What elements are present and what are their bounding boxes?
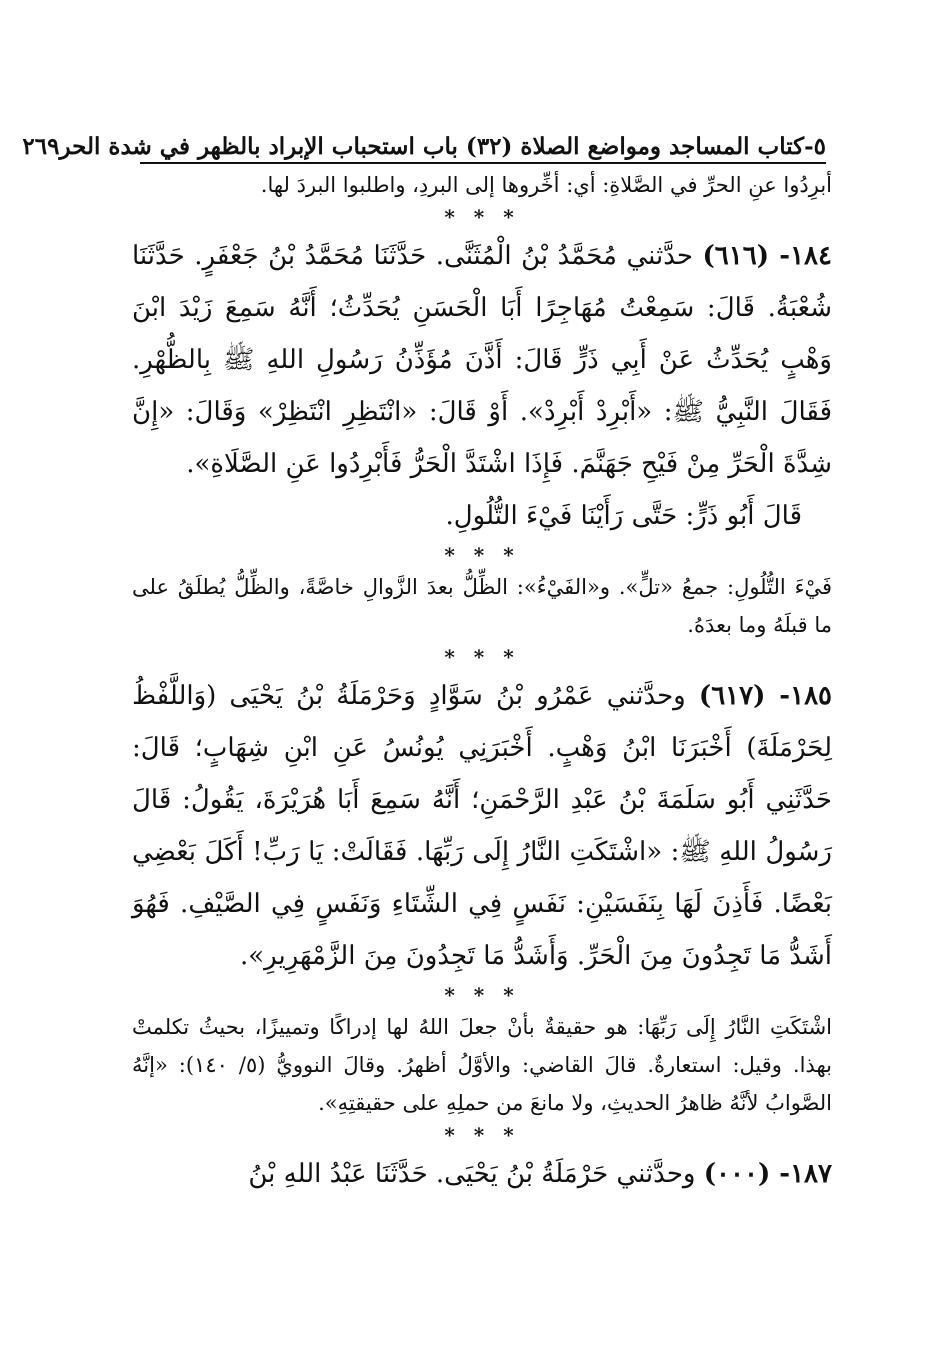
- footnote-paragraph: فَيْءَ التُّلُولِ: جمعُ «تلٍّ». و«الفَيْءُ»: الظِّلُّ بعدَ الزَّوالِ خاصَّةً، والظِّلُّ يُطلَقُ على ما قبلَهُ وما بعدَهُ.: [132, 575, 832, 637]
- hadith-187: [132, 1148, 832, 1200]
- footnote-paragraph: اشْتَكَتِ النَّارُ إِلَى رَبِّهَا: هو حقيقةٌ بأنْ جعلَ اللهُ لها إدراكًا وتمييزًا، بحيثُ تكلمتْ بهذا. وقيل: استعارةٌ. قالَ القاضي: والأوَّلُ أظهرُ. وقالَ النوويُّ (٥/ ١٤٠): «إنَّهُ الصَّوابُ لأنَّهُ ظاهرُ الحديثِ، ولا مانعَ من حملِهِ على حقيقتِهِ».: [132, 1015, 832, 1115]
- section-separator: * * *: [444, 645, 520, 669]
- section-separator: * * *: [444, 1123, 520, 1147]
- section-separator: * * *: [444, 205, 520, 229]
- hadith-184-tail: قَالَ أَبُو ذَرٍّ: حَتَّى رَأَيْنَا فَيْءَ التُّلُولِ.: [445, 501, 802, 531]
- footnote-paragraph: أبرِدُوا عنِ الحرِّ في الصَّلاةِ: أي: أخِّروها إلى البردِ، واطلبوا البردَ لها.: [260, 173, 832, 197]
- hadith-text: وحدَّثني عَمْرُو بْنُ سَوَّادٍ وَحَرْمَلَةُ بْنُ يَحْيَى (وَاللَّفْظُ لِحَرْمَلَةَ) أَخْبَرَنَا ابْنُ وَهْبٍ. أَخْبَرَنِي يُونُسُ عَنِ ابْنِ شِهَابٍ؛ قَالَ: حَدَّثَنِي أَبُو سَلَمَةَ بْنُ عَبْدِ الرَّحْمَنِ؛ أَنَّهُ سَمِعَ أَبَا هُرَيْرَةَ، يَقُولُ: قَالَ رَسُولُ اللهِ ﷺ: «اشْتَكَتِ النَّارُ إِلَى رَبِّهَا. فَقَالَتْ: يَا رَبِّ! أَكَلَ بَعْضِي بَعْضًا. فَأَذِنَ لَهَا بِنَفَسَيْنِ: نَفَسٍ فِي الشِّتَاءِ وَنَفَسٍ فِي الصَّيْفِ. فَهُوَ أَشَدُّ مَا تَجِدُونَ مِنَ الْحَرِّ. وَأَشَدُّ مَا تَجِدُونَ مِنَ الزَّمْهَرِيرِ».: [132, 681, 832, 971]
- page-body: [132, 166, 832, 1200]
- hadith-text: حدَّثني مُحَمَّدُ بْنُ الْمُثَنَّى. حَدَّثَنَا مُحَمَّدُ بْنُ جَعْفَرٍ. حَدَّثَنَا شُعْبَةُ. قَالَ: سَمِعْتُ مُهَاجِرًا أَبَا الْحَسَنِ يُحَدِّثُ؛ أَنَّهُ سَمِعَ زَيْدَ ابْنَ وَهْبٍ يُحَدِّثُ عَنْ أَبِي ذَرٍّ قَالَ: أَذَّنَ مُؤَذِّنُ رَسُولِ اللهِ ﷺ بِالظُّهْرِ. فَقَالَ النَّبِيُّ ﷺ: «أَبْرِدْ أَبْرِدْ». أَوْ قَالَ: «انْتَظِرِ انْتَظِرْ» وَقَالَ: «إِنَّ شِدَّةَ الْحَرِّ مِنْ فَيْحِ جَهَنَّمَ. فَإِذَا اشْتَدَّ الْحَرُّ فَأَبْرِدُوا عَنِ الصَّلَاةِ».: [132, 241, 832, 479]
- section-separator: * * *: [444, 983, 520, 1007]
- hadith-184: [132, 230, 832, 490]
- hadith-text: وحدَّثني حَرْمَلَةُ بْنُ يَحْيَى. حَدَّثَنَا عَبْدُ اللهِ بْنُ: [248, 1159, 696, 1189]
- running-header: [22, 116, 826, 164]
- page-number: ٢٦٩: [22, 133, 60, 160]
- hadith-number: ١٨٤- (٦١٦): [702, 241, 832, 271]
- chapter-title: ٥-كتاب المساجد ومواضع الصلاة (٣٢) باب استحباب الإبراد بالظهر في شدة الحر: [59, 133, 826, 160]
- hadith-number: ١٨٥- (٦١٧): [698, 681, 833, 711]
- hadith-185: [132, 670, 832, 982]
- section-separator: * * *: [444, 543, 520, 567]
- hadith-number: ١٨٧- (٠٠٠): [703, 1159, 832, 1189]
